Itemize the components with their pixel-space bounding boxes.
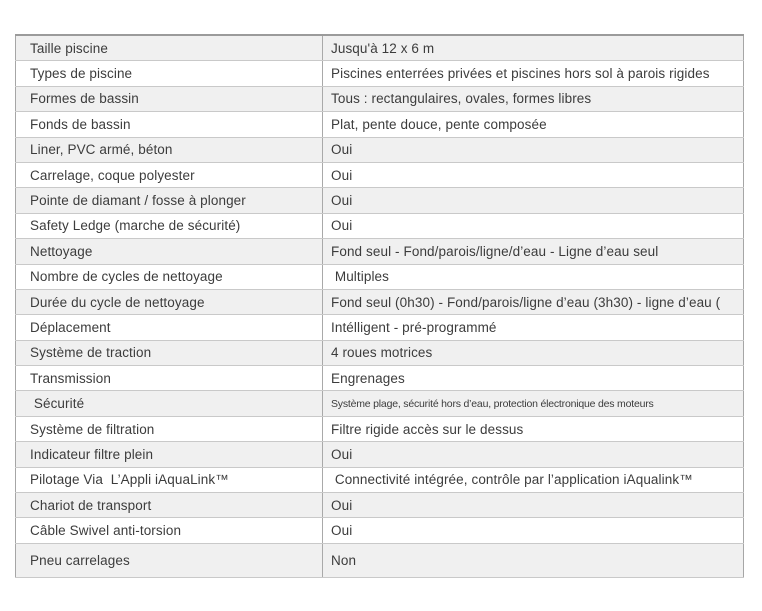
spec-label: Taille piscine <box>16 35 323 61</box>
table-row <box>16 416 744 441</box>
table-row <box>16 213 744 238</box>
spec-value: Piscines enterrées privées et piscines hors sol à parois rigides <box>323 61 744 86</box>
table-row <box>16 264 744 289</box>
table-row <box>16 162 744 187</box>
table-row <box>16 112 744 137</box>
spec-value: Oui <box>323 162 744 187</box>
spec-label: Types de piscine <box>16 61 323 86</box>
spec-value: Engrenages <box>323 366 744 391</box>
spec-label: Nombre de cycles de nettoyage <box>16 264 323 289</box>
spec-value: 4 roues motrices <box>323 340 744 365</box>
spec-value: Oui <box>323 493 744 518</box>
table-row <box>16 543 744 577</box>
table-row <box>16 493 744 518</box>
spec-label: Transmission <box>16 366 323 391</box>
spec-value: Tous : rectangulaires, ovales, formes libres <box>323 86 744 111</box>
spec-label: Chariot de transport <box>16 493 323 518</box>
table-row <box>16 442 744 467</box>
table-row <box>16 239 744 264</box>
spec-label: Safety Ledge (marche de sécurité) <box>16 213 323 238</box>
spec-label: Indicateur filtre plein <box>16 442 323 467</box>
spec-label: Sécurité <box>16 391 323 416</box>
spec-label: Durée du cycle de nettoyage <box>16 289 323 314</box>
table-row <box>16 391 744 416</box>
spec-value: Plat, pente douce, pente composée <box>323 112 744 137</box>
table-row <box>16 518 744 543</box>
table-row <box>16 61 744 86</box>
table-row <box>16 315 744 340</box>
spec-value: Oui <box>323 442 744 467</box>
spec-label: Système de filtration <box>16 416 323 441</box>
spec-label: Pointe de diamant / fosse à plonger <box>16 188 323 213</box>
spec-label: Pilotage Via L’Appli iAquaLink™ <box>16 467 323 492</box>
spec-value: Oui <box>323 188 744 213</box>
spec-value: Multiples <box>323 264 744 289</box>
table-row <box>16 340 744 365</box>
spec-label: Déplacement <box>16 315 323 340</box>
table-row <box>16 86 744 111</box>
spec-value: Oui <box>323 518 744 543</box>
spec-value: Fond seul - Fond/parois/ligne/d’eau - Ligne d’eau seul <box>323 239 744 264</box>
spec-label: Pneu carrelages <box>16 543 323 577</box>
spec-value: Filtre rigide accès sur le dessus <box>323 416 744 441</box>
table-row <box>16 467 744 492</box>
spec-label: Liner, PVC armé, béton <box>16 137 323 162</box>
spec-value: Connectivité intégrée, contrôle par l’application iAqualink™ <box>323 467 744 492</box>
table-row <box>16 289 744 314</box>
table-row <box>16 137 744 162</box>
spec-table-container <box>15 34 744 578</box>
spec-label: Carrelage, coque polyester <box>16 162 323 187</box>
spec-table <box>15 34 744 578</box>
spec-value: Oui <box>323 213 744 238</box>
spec-value: Fond seul (0h30) - Fond/parois/ligne d’eau (3h30) - ligne d’eau ( <box>323 289 744 314</box>
spec-label: Nettoyage <box>16 239 323 264</box>
spec-label: Formes de bassin <box>16 86 323 111</box>
spec-value: Intélligent - pré-programmé <box>323 315 744 340</box>
spec-value: Jusqu'à 12 x 6 m <box>323 35 744 61</box>
spec-label: Fonds de bassin <box>16 112 323 137</box>
table-row <box>16 366 744 391</box>
table-row <box>16 35 744 61</box>
spec-value: Système plage, sécurité hors d’eau, protection électronique des moteurs <box>323 391 744 416</box>
table-row <box>16 188 744 213</box>
spec-label: Câble Swivel anti-torsion <box>16 518 323 543</box>
spec-value: Oui <box>323 137 744 162</box>
spec-label: Système de traction <box>16 340 323 365</box>
spec-value: Non <box>323 543 744 577</box>
